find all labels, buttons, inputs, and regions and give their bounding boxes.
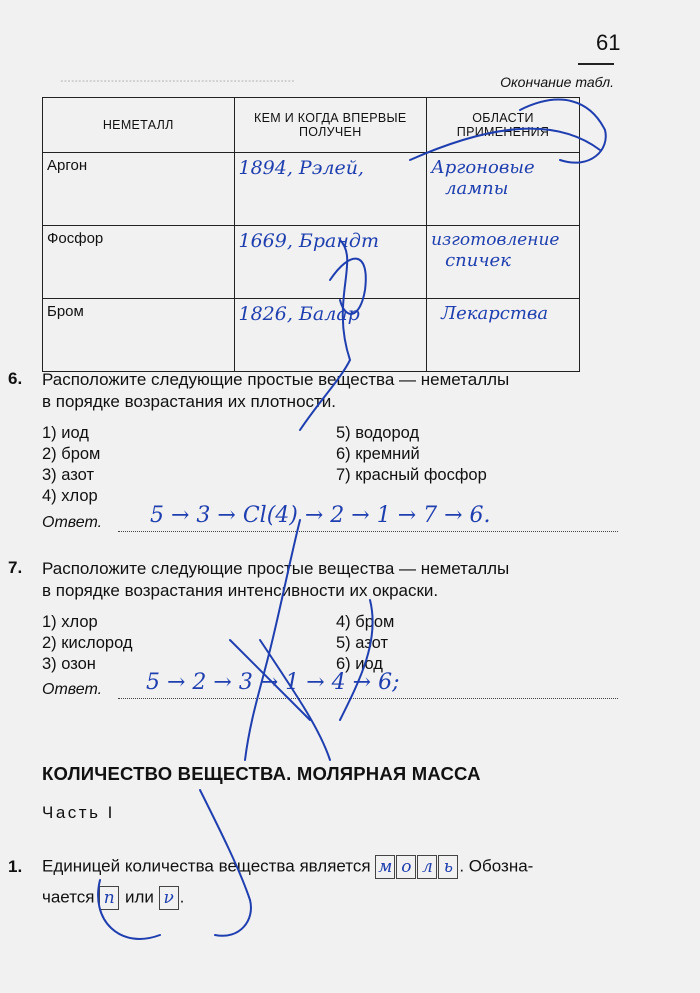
task7-answer: 5 → 2 → 3 → 1 → 4 → 6; xyxy=(146,670,400,695)
cell-name: Бром xyxy=(43,299,235,372)
task6-option: 2) бром xyxy=(42,445,101,463)
handwritten-who-when: 1669, Брандт xyxy=(238,230,379,252)
table-row xyxy=(43,226,580,299)
task6-answer-line xyxy=(118,531,618,532)
task7-answer-label: Ответ. xyxy=(42,681,103,698)
task7-text-line1: Расположите следующие простые вещества — неметаллы xyxy=(42,559,510,578)
table-header-row xyxy=(43,98,580,153)
task1-text-end: . xyxy=(179,887,185,907)
header-nonmetal: НЕМЕТАЛЛ xyxy=(43,98,235,153)
cell-who-when xyxy=(234,299,427,372)
task6-option: 4) хлор xyxy=(42,487,98,505)
task6-text-line2: в порядке возрастания их плотности. xyxy=(42,392,337,411)
cell-who-when xyxy=(234,153,427,226)
task7-option: 4) бром xyxy=(336,613,395,631)
handwritten-usage-line1: изготовление xyxy=(431,230,560,250)
cell-usage xyxy=(427,226,580,299)
answer-box: л xyxy=(417,855,437,879)
cell-usage xyxy=(427,153,580,226)
task7-option: 5) азот xyxy=(336,634,388,652)
section-title: КОЛИЧЕСТВО ВЕЩЕСТВА. МОЛЯРНАЯ МАССА xyxy=(42,763,481,784)
handwritten-usage-line2: спичек xyxy=(445,250,511,271)
table-caption: Окончание табл. xyxy=(500,74,614,90)
handwritten-usage-line1: Лекарства xyxy=(441,303,549,324)
table-row xyxy=(43,299,580,372)
nonmetals-table xyxy=(42,97,580,372)
task6-answer: 5 → 3 → Cl(4) → 2 → 1 → 7 → 6. xyxy=(150,503,491,528)
task1-text-b: . Обозна- xyxy=(459,856,534,876)
task6-option: 6) кремний xyxy=(336,445,420,463)
task1-line1 xyxy=(42,855,533,879)
task7-option: 1) хлор xyxy=(42,613,98,631)
answer-box: м xyxy=(375,855,395,879)
cell-name: Фосфор xyxy=(43,226,235,299)
task6-option: 7) красный фосфор xyxy=(336,466,487,484)
part-label: Часть I xyxy=(42,803,115,822)
answer-box-v: ν xyxy=(159,886,179,910)
answer-box-n: n xyxy=(99,886,119,910)
bleed-through-text: ................................................................. xyxy=(60,70,295,85)
task6-option: 1) иод xyxy=(42,424,89,442)
task6-text xyxy=(42,369,509,413)
task1-text-a: Единицей количества вещества является xyxy=(42,856,371,876)
cell-who-when xyxy=(234,226,427,299)
task1-text-c: чается xyxy=(42,887,95,907)
cell-name: Аргон xyxy=(43,153,235,226)
handwritten-who-when: 1894, Рэлей, xyxy=(238,157,364,179)
task6-number: 6. xyxy=(8,369,23,388)
page-number: 61 xyxy=(596,30,621,55)
task6-text-line1: Расположите следующие простые вещества — неметаллы xyxy=(42,370,510,389)
task1-line2 xyxy=(42,886,184,910)
task6-answer-label: Ответ. xyxy=(42,514,103,531)
page-number-rule xyxy=(578,63,614,65)
task7-text xyxy=(42,558,509,602)
task7-option: 3) озон xyxy=(42,655,96,673)
header-who-when: КЕМ И КОГДА ВПЕРВЫЕ ПОЛУЧЕН xyxy=(234,98,427,153)
handwritten-who-when: 1826, Балар xyxy=(238,303,360,325)
answer-box: ь xyxy=(438,855,458,879)
cell-usage xyxy=(427,299,580,372)
task7-number: 7. xyxy=(8,558,23,577)
table-row xyxy=(43,153,580,226)
task7-option: 2) кислород xyxy=(42,634,133,652)
task1-number: 1. xyxy=(8,857,23,876)
header-usage: ОБЛАСТИ ПРИМЕНЕНИЯ xyxy=(427,98,580,153)
task6-option: 3) азот xyxy=(42,466,94,484)
task7-option: 6) иод xyxy=(336,655,383,673)
task7-text-line2: в порядке возрастания интенсивности их окраски. xyxy=(42,581,439,600)
task6-option: 5) водород xyxy=(336,424,420,442)
handwritten-usage-line1: Аргоновые xyxy=(431,157,535,178)
task1-text-or: или xyxy=(124,887,154,907)
handwritten-usage-line2: лампы xyxy=(445,178,509,199)
answer-box: о xyxy=(396,855,416,879)
task7-answer-line xyxy=(118,698,618,699)
